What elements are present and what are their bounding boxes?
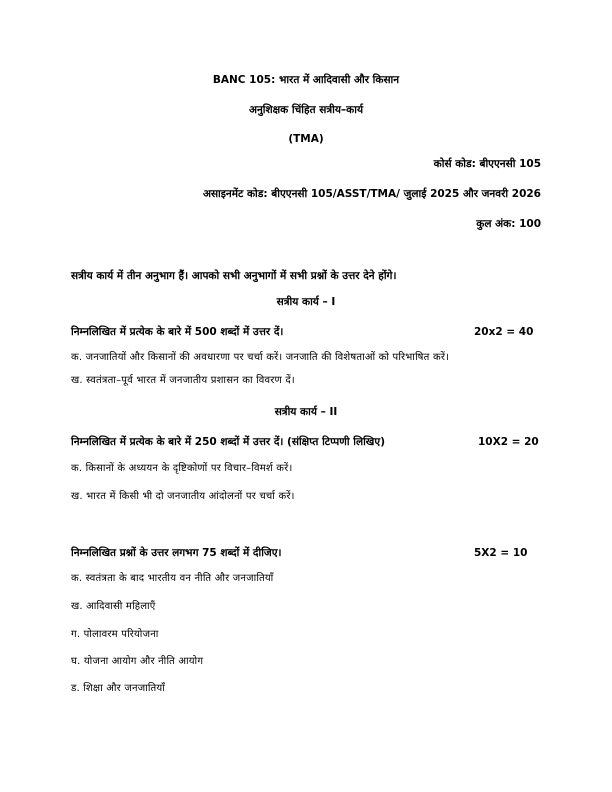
section-1-instruction: निम्नलिखित में प्रत्येक के बारे में 500 शब्दों में उत्तर दें। <box>71 326 284 338</box>
section-2-marks: 10X2 = 20 <box>478 436 539 448</box>
intro-instruction: सत्रीय कार्य में तीन अनुभाग हैं। आपको सभी अनुभागों में सभी प्रश्नों के उत्तर देने होंगे। <box>71 270 397 282</box>
section-3-instruction: निम्नलिखित प्रश्नों के उत्तर लगभग 75 शब्दों में दीजिए। <box>71 547 282 559</box>
assignment-code: असाइनमेंट कोड: बीएएनसी 105/ASST/TMA/ जुलाई 2025 और जनवरी 2026 <box>202 188 541 200</box>
course-title: BANC 105: भारत में आदिवासी और किसान <box>212 74 400 86</box>
section-3-question: क. स्वतंत्रता के बाद भारतीय वन नीति और जनजातियाँ <box>71 573 274 584</box>
tma-label: (TMA) <box>288 133 324 145</box>
section-2-question: क. किसानों के अध्ययन के दृष्टिकोणों पर विचार–विमर्श करें। <box>71 463 293 474</box>
section-2-title: सत्रीय कार्य – II <box>274 406 338 418</box>
section-1-question: ख. स्वतंत्रता–पूर्व भारत में जनजातीय प्रशासन का विवरण दें। <box>71 375 295 386</box>
section-1-question: क. जनजातियों और किसानों की अवधारणा पर चर्चा करें। जनजाति की विशेषताओं को परिभाषित करें। <box>71 352 450 363</box>
section-3-question: ग. पोलावरम परियोजना <box>71 629 159 640</box>
section-1-title: सत्रीय कार्य – I <box>276 296 336 308</box>
section-3-question: ख. आदिवासी महिलाएँ <box>71 601 156 612</box>
section-1-marks: 20x2 = 40 <box>474 326 534 338</box>
section-2-question: ख. भारत में किसी भी दो जनजातीय आंदोलनों पर चर्चा करें। <box>71 491 295 502</box>
section-2-instruction: निम्नलिखित में प्रत्येक के बारे में 250 शब्दों में उत्तर दें। (संक्षिप्त टिप्पणी लिखिए) <box>71 436 385 448</box>
section-3-marks: 5X2 = 10 <box>474 547 528 559</box>
course-code: कोर्स कोड: बीएएनसी 105 <box>433 158 541 170</box>
section-3-question: घ. योजना आयोग और नीति आयोग <box>71 656 204 667</box>
assignment-title: अनुशिक्षक चिंहित सत्रीय–कार्य <box>248 104 364 116</box>
section-3-question: ड. शिक्षा और जनजातियाँ <box>71 683 165 694</box>
total-marks: कुल अंक: 100 <box>476 218 541 230</box>
